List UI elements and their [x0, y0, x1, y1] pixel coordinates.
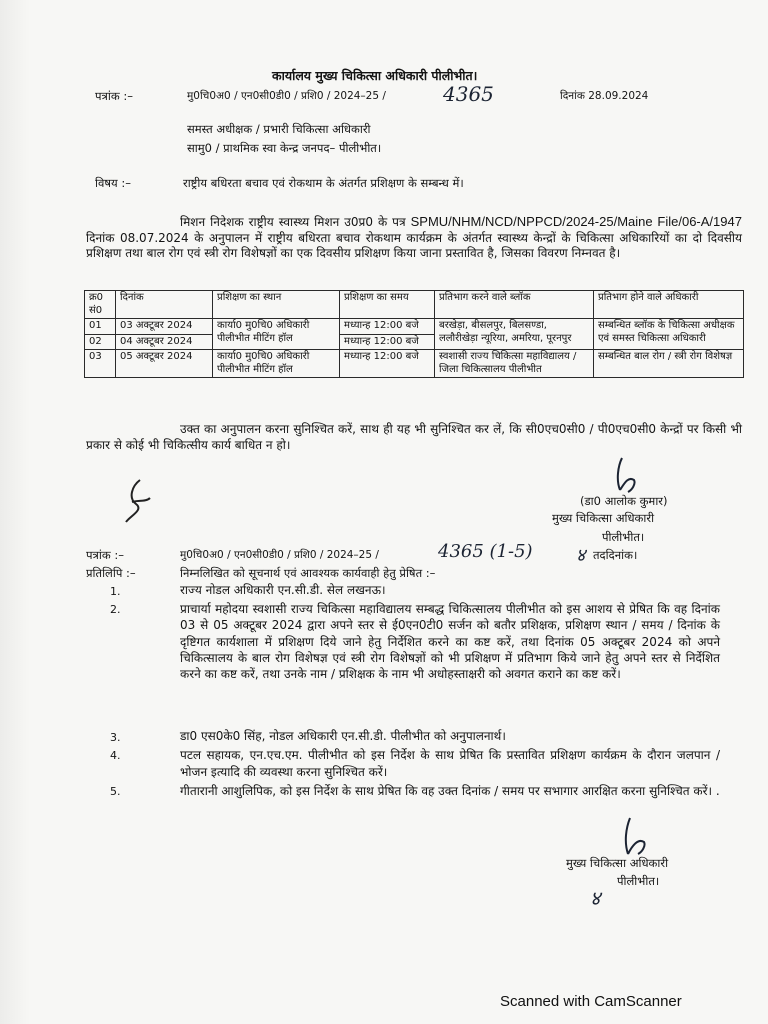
copy-patrank-value: मु0चि0अ0 / एन0सी0डी0 / प्रशि0 / 2024–25 /	[180, 549, 379, 561]
list-item-text: राज्य नोडल अधिकारी एन.सी.डी. सेल लखनऊ।	[180, 583, 386, 597]
list-item-text: गीतारानी आशुलिपिक, को इस निर्देश के साथ प्रेषित कि वह उक्त दिनांक / समय पर सभागार आरक्षित करना सुनिश्चित करें। .	[180, 784, 720, 798]
tad-date: तददिनांक।	[593, 548, 638, 562]
table-cell-blocks: स्वशासी राज्य चिकित्सा महाविद्यालय / जिला चिकित्सालय पीलीभीत	[435, 350, 594, 378]
camscanner-watermark: Scanned with CamScanner	[500, 993, 682, 1010]
table-row	[85, 350, 744, 378]
table-cell-place: कार्या0 मु0चि0 अधिकारी पीलीभीत मीटिंग हॉल	[213, 319, 340, 350]
body-paragraph-1	[86, 214, 742, 262]
addressee-line-1: समस्त अधीक्षक / प्रभारी चिकित्सा अधिकारी	[187, 122, 371, 136]
table-row	[85, 319, 744, 335]
subject-label: विषय :–	[95, 176, 131, 190]
signatory-name: (डा0 आलोक कुमार)	[580, 494, 668, 508]
table-header-cell: प्रशिक्षण का स्थान	[213, 291, 340, 319]
patrank-label: पत्रांक :–	[95, 89, 133, 103]
table-cell-time: मध्यान्ह 12:00 बजे	[340, 350, 435, 378]
pratilipi-label: प्रतिलिपि :–	[86, 566, 136, 580]
blocks-line-2: ललौरीखेड़ा न्यूरिया, अमरिया, पूरनपुर	[439, 332, 572, 344]
list-item-number: 4.	[110, 749, 121, 762]
table-cell-sn: 03	[85, 350, 116, 378]
table-cell-date: 04 अक्टूबर 2024	[116, 334, 213, 350]
table-cell-place: कार्या0 मु0चि0 अधिकारी पीलीभीत मीटिंग हॉल	[213, 350, 340, 378]
table-header-cell: प्रशिक्षण का समय	[340, 291, 435, 319]
patrank-value: मु0चि0अ0 / एन0सी0डी0 / प्रशि0 / 2024–25 /	[187, 90, 386, 102]
handwritten-mark: ४	[576, 545, 586, 566]
addressee-line-2: सामु0 / प्राथमिक स्वा केन्द्र जनपद– पीलीभीत।	[187, 141, 382, 155]
subject-text: राष्ट्रीय बधिरता बचाव एवं रोकथाम के अंतर्गत प्रशिक्षण के सम्बन्ध में।	[183, 176, 464, 190]
list-item-text: प्राचार्या महोदया स्वशासी राज्य चिकित्सा महाविद्यालय सम्बद्ध चिकित्सालय पीलीभीत को इस आशय से प्रेषित कि वह दिनांक 03 से 05 अक्टूबर 2024 द्वारा अपने स्तर से ई0एन0टी0 सर्जन को बतौर प्रशिक्षक, प्रशिक्षण स्थान / समय / दिनांक के दृष्टिगत कार्यशाला में प्रशिक्षण दिये जाने हेतु निर्देशित करने का कष्ट करें, तथा दिनांक 05 अक्टूबर 2024 को अपने चिकित्सालय के बाल रोग विशेषज्ञ एवं स्त्री रोग विशेषज्ञों को भी प्रशिक्षण में प्रतिभाग किये जाने हेतु अपने स्तर से निर्देशित करने का कष्ट करें, तथा उनके नाम / प्रशिक्षक के नाम भी अधोहस्ताक्षरी को अवगत कराने का कष्ट करें।	[180, 602, 720, 682]
table-header-cell: प्रतिभाग करने वाले ब्लॉक	[435, 291, 594, 319]
body-paragraph-1-intro: मिशन निदेशक राष्ट्रीय स्वास्थ्य मिशन उ0प्र0 के पत्र	[180, 215, 406, 229]
office-title: कार्यालय मुख्य चिकित्सा अधिकारी पीलीभीत।	[272, 68, 478, 83]
copy-patrank-label: पत्रांक :–	[86, 548, 124, 562]
body-paragraph-1-rest: दिनांक 08.07.2024 के अनुपालन में राष्ट्रीय बधिरता बचाव रोकथाम कार्यक्रम के अंतर्गत स्वास्थ्य केन्द्रों के चिकित्सा अधिकारियों का दो दिवसीय प्रशिक्षण तथा बाल रोग एवं स्त्री रोग विशेषज्ञों का एक दिवसीय प्रशिक्षण किया जाना प्रस्तावित है, जिसका विवरण निम्नवत है।	[86, 230, 742, 260]
body-paragraph-2: उक्त का अनुपालन करना सुनिश्चित करें, साथ ही यह भी सुनिश्चित कर लें, कि सी0एच0सी0 / पी0एच0सी0 केन्द्रों पर किसी भी प्रकार से कोई भी चिकित्सीय कार्य बाधित न हो।	[86, 422, 742, 452]
table-cell-time: मध्यान्ह 12:00 बजे	[340, 319, 435, 335]
list-item-text: पटल सहायक, एन.एच.एम. पीलीभीत को इस निर्देश के साथ प्रेषित कि प्रस्तावित प्रशिक्षण कार्यक्रम के दौरान जलपान / भोजन इत्यादि की व्यवस्था करना सुनिश्चित करें।	[180, 748, 720, 779]
pratilipi-intro: निम्नलिखित को सूचनार्थ एवं आवश्यक कार्यवाही हेतु प्रेषित :–	[180, 566, 436, 580]
table-header-cell: प्रतिभाग होने वाले अधिकारी	[594, 291, 744, 319]
table-cell-officers: सम्बन्धित बाल रोग / स्त्री रोग विशेषज्ञ	[594, 350, 744, 378]
list-item-number: 5.	[110, 785, 121, 798]
list-item-number: 3.	[110, 731, 121, 744]
copy-patrank-handwritten-number: 4365 (1-5)	[438, 541, 533, 562]
blocks-line-1: बरखेड़ा, बीसलपुर, बिलसण्डा,	[439, 320, 547, 331]
letter-date: दिनांक 28.09.2024	[560, 90, 649, 102]
table-cell-sn: 01	[85, 319, 116, 335]
table-cell-sn: 02	[85, 334, 116, 350]
list-item-number: 2.	[110, 603, 121, 616]
reference-number: SPMU/NHM/NCD/NPPCD/2024-25/Maine File/06-A/1947	[410, 214, 742, 229]
initials-signature-mark	[118, 476, 158, 528]
patrank-handwritten-number: 4365	[443, 82, 494, 106]
signatory-place-2: पीलीभीत।	[617, 874, 660, 888]
table-cell-officers: सम्बन्धित ब्लॉक के चिकित्सा अधीक्षक एवं समस्त चिकित्सा अधिकारी	[594, 319, 744, 350]
table-header-cell: क्र0 सं0	[85, 291, 116, 319]
table-cell-date: 03 अक्टूबर 2024	[116, 319, 213, 335]
table-header-row	[85, 291, 744, 319]
signatory-designation-2: मुख्य चिकित्सा अधिकारी	[566, 856, 669, 870]
handwritten-mark-2: ४	[590, 886, 601, 910]
table-header-cell: दिनांक	[116, 291, 213, 319]
table-cell-date: 05 अक्टूबर 2024	[116, 350, 213, 378]
table-cell-time: मध्यान्ह 12:00 बजे	[340, 334, 435, 350]
signatory-place: पीलीभीत।	[602, 530, 645, 544]
list-item-text: डा0 एस0के0 सिंह, नोडल अधिकारी एन.सी.डी. पीलीभीत को अनुपालनार्थ।	[180, 729, 506, 743]
table-cell-blocks	[435, 319, 594, 350]
training-schedule-table	[84, 290, 744, 378]
page-shadow-edge	[0, 0, 30, 1024]
list-item-number: 1.	[110, 585, 121, 598]
signatory-designation: मुख्य चिकित्सा अधिकारी	[552, 511, 655, 525]
